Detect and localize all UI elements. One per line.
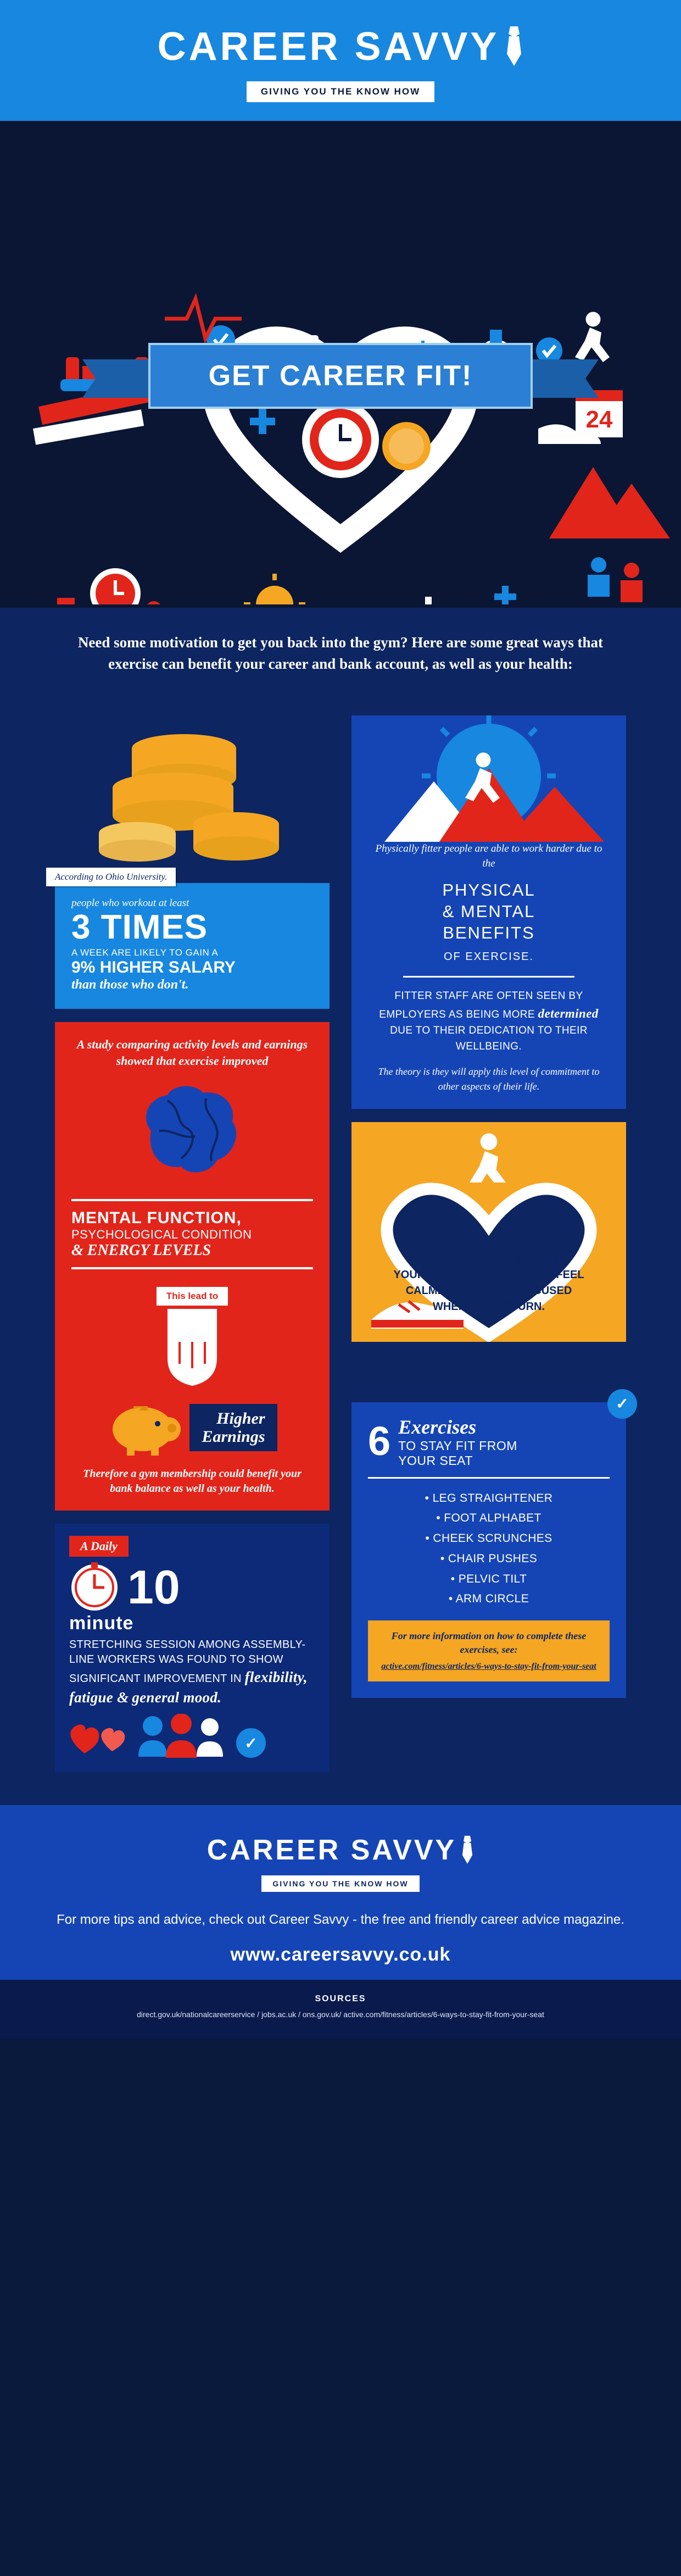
six-title-2: TO STAY FIT FROM: [398, 1438, 517, 1453]
benefits-title-3: BENEFITS: [443, 923, 535, 942]
list-item: • ARM CIRCLE: [448, 1592, 529, 1606]
six-title-1: Exercises: [398, 1415, 477, 1438]
more-info-box: [368, 1620, 610, 1681]
body-section: [0, 699, 681, 1805]
content-grid: [55, 715, 629, 1772]
hearts-icon: [69, 1719, 130, 1758]
benefits-title-4: OF EXERCISE.: [443, 950, 534, 963]
daily-body-em-1: flexibility,: [244, 1669, 308, 1686]
benefits-line-3-em: determined: [538, 1006, 599, 1020]
salary-line-2: 3 TIMES: [71, 908, 208, 947]
footer-url[interactable]: www.careersavvy.co.uk: [230, 1944, 451, 1965]
list-item: • CHEEK SCRUNCHES: [425, 1532, 552, 1545]
daily-number: 10: [127, 1561, 180, 1614]
list-item: • PELVIC TILT: [450, 1572, 527, 1585]
mental-function-card: [55, 1022, 330, 1511]
benefits-line-3-post: DUE TO THEIR DEDICATION TO THEIR WELLBEING.: [390, 1025, 588, 1052]
higher-earnings-line-2: Earnings: [202, 1428, 265, 1446]
benefits-title-1: PHYSICAL: [442, 880, 535, 900]
mental-intro-text: A study comparing activity levels and earnings showed that exercise improved: [76, 1037, 308, 1068]
daily-unit: minute: [69, 1613, 134, 1634]
runner-mountains-illustration: [351, 715, 626, 842]
six-header: [368, 1415, 610, 1468]
salary-line-5: than those who don't.: [71, 977, 189, 992]
higher-earnings-line-1: Higher: [216, 1409, 265, 1428]
mental-line-1: MENTAL FUNCTION,: [71, 1209, 242, 1228]
footer-text: For more tips and advice, check out Career Savvy - the free and friendly career advice magazine.: [57, 1912, 624, 1928]
brand-title: CAREER SAVVY: [157, 25, 500, 69]
daily-tag: A Daily: [69, 1536, 129, 1557]
benefits-line-3-pre: FITTER STAFF ARE OFTEN SEEN BY EMPLOYERS AS BEING MORE: [379, 990, 583, 1020]
benefits-line-4: The theory is they will apply this level of commitment to other aspects of their life.: [378, 1066, 600, 1092]
benefits-text: [351, 842, 626, 1093]
piggy-bank-icon: [107, 1397, 184, 1458]
clock-icon: [69, 1562, 120, 1613]
svg-text:24: 24: [585, 406, 613, 433]
right-column: [351, 715, 629, 1698]
sources-text: direct.gov.uk/nationalcareerservice / jobs.ac.uk / ons.gov.uk/ active.com/fitness/articles/6-ways-to-stay-fit-from-your-seat: [137, 2009, 544, 2019]
six-exercises-card: [351, 1395, 629, 1698]
daily-number-row: [69, 1562, 315, 1613]
page-footer: [0, 1805, 681, 1980]
benefits-card: [351, 715, 626, 1108]
salary-stat-box: [55, 871, 330, 1009]
daily-body-text: [69, 1637, 315, 1707]
daily-stretch-card: [55, 1524, 330, 1772]
six-number: 6: [368, 1418, 391, 1464]
footer-brand-text: CAREER SAVVY: [206, 1834, 457, 1867]
brain-icon: [129, 1079, 255, 1183]
mental-line-3: & ENERGY LEVELS: [71, 1242, 211, 1259]
break-quote: A QUICK WALK, JOG OR EVEN SESSION AT THE GYM DURING YOUR BREAK CAN HELP YOU FEEL CALMER AND MORE FOCUSED WHEN YOU RETURN.: [393, 1236, 584, 1313]
footer-tagline: GIVING YOU THE KNOW HOW: [261, 1875, 419, 1892]
daily-body-main: STRETCHING SESSION AMONG ASSEMBLY-LINE WORKERS WAS FOUND TO SHOW SIGNIFICANT IMPROVEMENT IN: [69, 1639, 306, 1685]
mental-divider-top: [71, 1199, 313, 1201]
brain-illustration: [71, 1069, 313, 1191]
intro-section: [0, 604, 681, 699]
benefits-divider: [403, 976, 574, 978]
left-column: [55, 715, 330, 1772]
list-item: • FOOT ALPHABET: [436, 1512, 542, 1525]
salary-card: [55, 715, 330, 1009]
page-header: [0, 0, 681, 121]
six-title-block: [398, 1415, 517, 1468]
footer-brand: [207, 1834, 474, 1867]
brand-logo: [158, 24, 524, 69]
hero-section: [0, 121, 681, 604]
salary-line-4: 9% HIGHER SALARY: [71, 958, 236, 977]
salary-source-ribbon: According to Ohio University.: [46, 868, 176, 886]
mental-footer-text: Therefore a gym membership could benefit your bank balance as well as your health.: [83, 1468, 302, 1495]
intro-text: Need some motivation to get you back into the gym? Here are some great ways that exercise can benefit your career and bank account, as well as your health:: [77, 634, 604, 673]
more-info-text: For more information on how to complete these exercises, see:: [391, 1630, 587, 1656]
people-group-icon: [136, 1714, 230, 1758]
exercise-list: [368, 1489, 610, 1610]
content-row-1: [55, 715, 629, 1772]
check-badge-six: ✓: [607, 1389, 637, 1419]
benefits-title-2: & MENTAL: [442, 902, 535, 921]
more-info-link[interactable]: active.com/fitness/articles/6-ways-to-stay-fit-from-your-seat: [381, 1661, 596, 1671]
benefits-line-1: Physically fitter people are able to work harder due to the: [375, 843, 602, 869]
benefits-title: [370, 880, 607, 965]
hand-illustration: [71, 1309, 313, 1394]
hero-title: GET CAREER FIT!: [208, 360, 473, 392]
six-divider: [368, 1477, 610, 1479]
higher-earnings-box: [189, 1404, 277, 1451]
mental-divider-bottom: [71, 1267, 313, 1269]
hero-banner: [148, 343, 533, 409]
benefits-line-3: [370, 989, 607, 1054]
necktie-icon: [461, 1835, 474, 1865]
sources-section: [0, 1980, 681, 2039]
list-item: • CHAIR PUSHES: [440, 1552, 538, 1565]
sources-title: SOURCES: [315, 1994, 366, 2003]
daily-body-em-2: fatigue &: [69, 1689, 129, 1706]
daily-illustration-row: [69, 1714, 315, 1758]
header-tagline: GIVING YOU THE KNOW HOW: [247, 81, 434, 102]
lead-to-label: This lead to: [157, 1287, 228, 1306]
salary-line-1: people who workout at least: [71, 897, 189, 909]
hand-pointing-down-icon: [146, 1309, 239, 1391]
daily-body-em-3: general mood.: [132, 1689, 222, 1706]
necktie-icon: [505, 26, 523, 67]
salary-line-3: A WEEK ARE LIKELY TO GAIN A: [71, 947, 219, 958]
mental-line-2: PSYCHOLOGICAL CONDITION: [71, 1228, 252, 1242]
check-badge-daily: ✓: [236, 1728, 266, 1758]
runner-scene: [351, 715, 626, 842]
higher-earnings-row: [71, 1397, 313, 1458]
list-item: • LEG STRAIGHTENER: [425, 1491, 553, 1504]
break-card: [351, 1122, 626, 1342]
coin-stack-icon: [55, 715, 330, 880]
six-title-3: YOUR SEAT: [398, 1453, 473, 1468]
